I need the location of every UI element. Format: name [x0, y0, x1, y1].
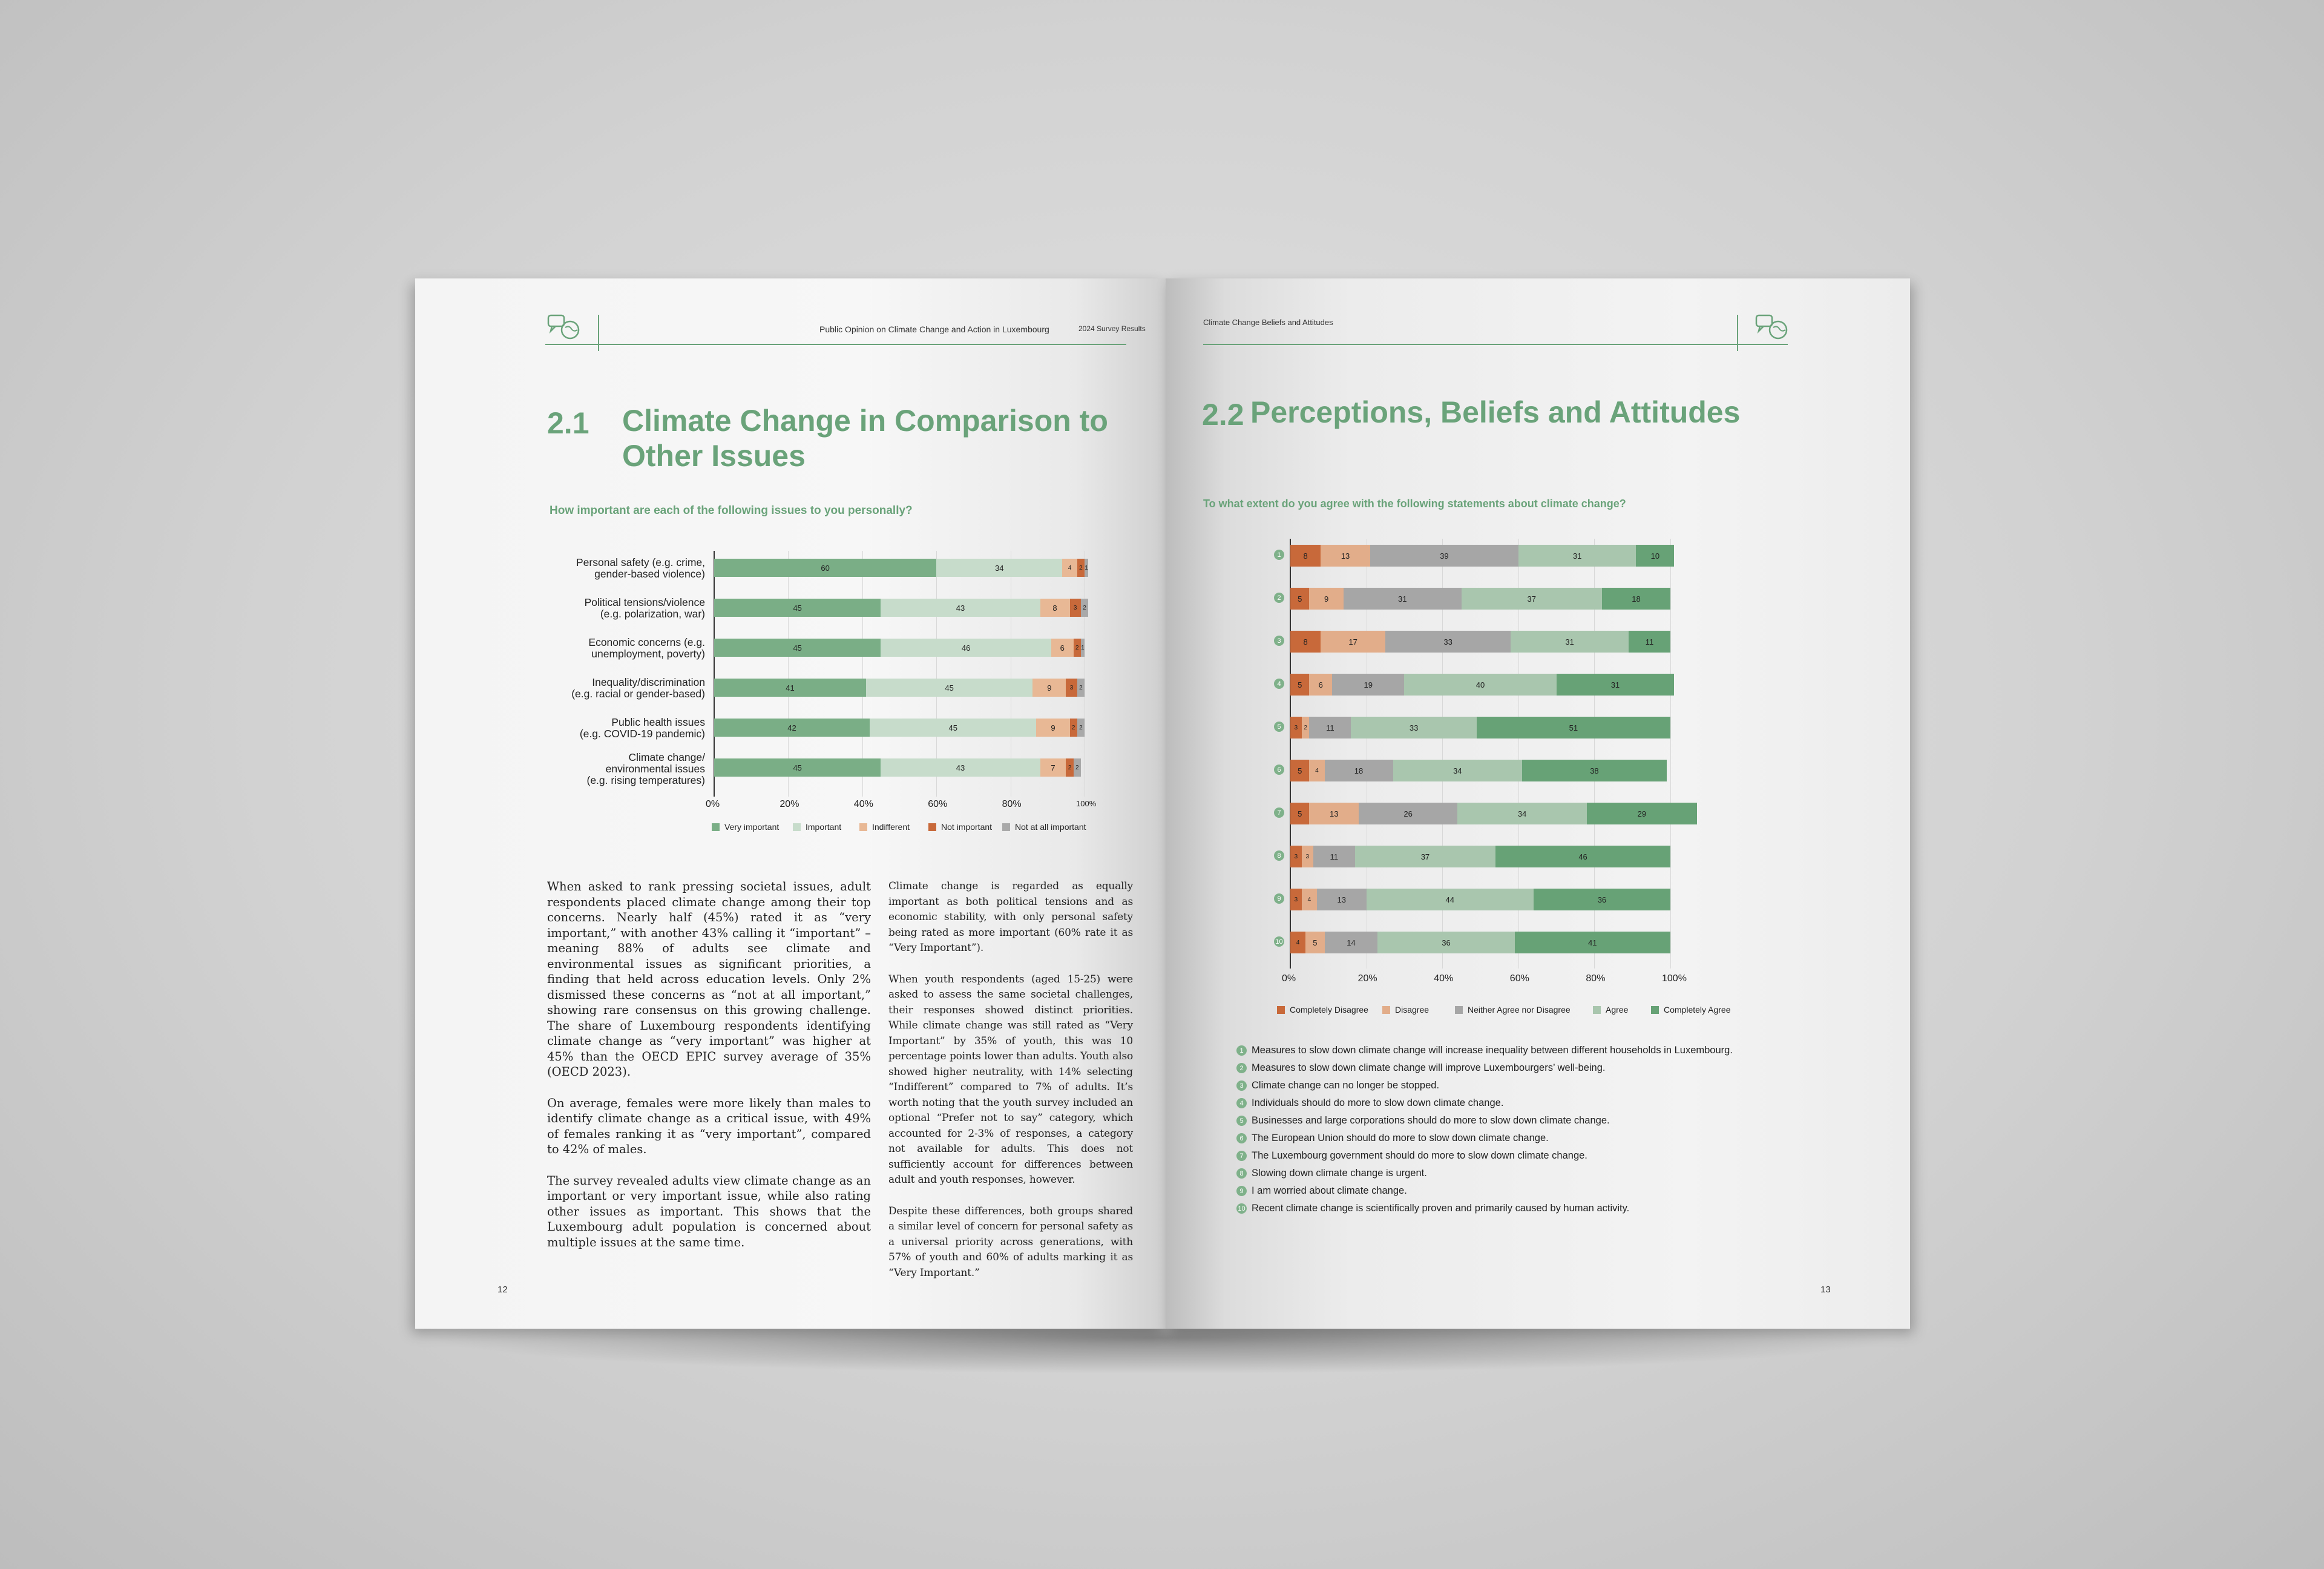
category-label-line: environmental issues — [605, 763, 705, 775]
bar-segment: 5 — [1290, 674, 1309, 696]
bar-segment: 31 — [1518, 545, 1636, 567]
bar-segment: 6 — [1051, 639, 1074, 657]
paragraph: When asked to rank pressing societal issues, adult respondents placed climate change among their top concerns. Nearly half (45%) rated it as “very important,” with another 43% calling it “important” – meaning 88% of adults see climate and environmental issues as significant priorities, a finding that held across education levels. Only 2% dismissed these concerns as “not at all important,” showing rare consensus on this growing challenge. The share of Luxembourg respondents identifying climate change as “very important” was higher at 45% than the OECD EPIC survey average of 35% (OECD 2023). — [547, 880, 871, 1079]
header-rule — [545, 344, 1126, 345]
header-divider — [598, 315, 599, 351]
x-tick-label: 100% — [1662, 973, 1687, 984]
bar-segment: 1 — [1085, 559, 1088, 577]
bar-segment: 2 — [1070, 719, 1077, 737]
bar-segment: 13 — [1309, 803, 1359, 824]
bar-segment: 18 — [1325, 760, 1393, 781]
bar-segment: 11 — [1313, 846, 1355, 867]
legend-item — [1651, 1005, 1731, 1015]
bar-segment: 38 — [1522, 760, 1667, 781]
statement-number-badge: 6 — [1236, 1133, 1247, 1143]
bar-segment: 18 — [1602, 588, 1670, 610]
statement-number-badge: 10 — [1236, 1203, 1247, 1214]
bar-segment: 31 — [1344, 588, 1462, 610]
paragraph: On average, females were more likely than males to identify climate change as a critical issue, with 49% of females ranking it as “very important”, compared to 42% of males. — [547, 1096, 871, 1156]
legend-label: Neither Agree nor Disagree — [1468, 1005, 1571, 1015]
category-label — [530, 717, 705, 740]
statement-number-badge: 1 — [1236, 1045, 1247, 1056]
bar-segment: 2 — [1074, 758, 1081, 777]
statement-text: Slowing down climate change is urgent. — [1252, 1168, 1427, 1179]
legend-swatch — [859, 823, 867, 831]
category-label-line: unemployment, poverty) — [591, 648, 705, 660]
header-title: Climate Change Beliefs and Attitudes — [1203, 318, 1333, 327]
bar-segment: 34 — [1457, 803, 1587, 824]
legend-label: Very important — [724, 822, 780, 832]
category-label-line: (e.g. COVID-19 pandemic) — [579, 728, 705, 740]
section-title — [622, 403, 1108, 473]
statement-number-badge: 8 — [1236, 1168, 1247, 1179]
category-label — [530, 557, 705, 580]
bar-segment: 36 — [1377, 932, 1514, 953]
category-label-line: Inequality/discrimination — [592, 676, 705, 688]
section-title-line2: Other Issues — [622, 439, 806, 473]
row-number-badge: 5 — [1274, 722, 1284, 732]
bar-segment: 39 — [1370, 545, 1518, 567]
legend-label: Not important — [941, 822, 993, 832]
bar-segment: 43 — [881, 758, 1040, 777]
left-page — [415, 278, 1166, 1329]
bar-segment: 60 — [714, 559, 936, 577]
bar-segment: 9 — [1032, 679, 1066, 697]
statement-number-badge: 5 — [1236, 1116, 1247, 1126]
bar-segment: 2 — [1077, 719, 1085, 737]
page-number: 12 — [497, 1284, 508, 1295]
bar-segment: 51 — [1477, 717, 1670, 738]
statement-text: Climate change can no longer be stopped. — [1252, 1080, 1440, 1091]
paragraph: Climate change is regarded as equally important as both political tensions and as economic stability, with only personal safety being rated as more important (60% rate it as “Very Important”). — [888, 880, 1133, 954]
row-number-badge: 2 — [1274, 593, 1284, 603]
category-label-line: (e.g. racial or gender-based) — [571, 688, 705, 700]
bar-segment: 31 — [1557, 674, 1675, 696]
header-subtitle: 2024 Survey Results — [1078, 324, 1146, 333]
row-number-badge: 8 — [1274, 850, 1284, 861]
bar-segment: 14 — [1325, 932, 1378, 953]
legend-swatch — [793, 823, 801, 831]
category-label-line: Personal safety (e.g. crime, — [576, 556, 705, 568]
chart-question: How important are each of the following issues to you personally? — [550, 504, 913, 517]
body-column-1 — [547, 879, 871, 1266]
bar-segment: 45 — [870, 719, 1036, 737]
legend-swatch — [1382, 1006, 1390, 1014]
x-tick-label: 60% — [1509, 973, 1529, 984]
header-rule — [1203, 344, 1788, 345]
bar-segment: 2 — [1074, 639, 1081, 657]
row-number-badge: 3 — [1274, 636, 1284, 646]
bar-segment: 7 — [1040, 758, 1066, 777]
x-tick-label: 80% — [1002, 799, 1022, 809]
legend-item — [1455, 1005, 1571, 1015]
bar-segment: 5 — [1305, 932, 1324, 953]
paragraph: Despite these differences, both groups shared a similar level of concern for personal safety as a universal priority across generations, with 57% of youth and 60% of adults marking it as “Very Important.” — [888, 1205, 1133, 1279]
bar-segment: 46 — [1495, 846, 1670, 867]
bar-segment: 5 — [1290, 803, 1309, 824]
legend-swatch — [1651, 1006, 1659, 1014]
bar-segment: 11 — [1309, 717, 1351, 738]
row-number-badge: 1 — [1274, 550, 1284, 560]
category-label — [530, 677, 705, 700]
statement-text: Businesses and large corporations should do more to slow down climate change. — [1252, 1115, 1610, 1126]
bar-segment: 10 — [1636, 545, 1674, 567]
bar-segment: 2 — [1081, 599, 1088, 617]
statement-text: Recent climate change is scientifically proven and primarily caused by human activity. — [1252, 1203, 1630, 1214]
statement-number-badge: 9 — [1236, 1186, 1247, 1196]
bar-segment: 8 — [1040, 599, 1070, 617]
bar-segment: 31 — [1511, 631, 1629, 653]
row-number-badge: 4 — [1274, 679, 1284, 689]
bar-segment: 3 — [1066, 679, 1077, 697]
paragraph: The survey revealed adults view climate change as an important or very important issue, while also rating other issues as important. This shows that the Luxembourg adult population is concerned about multiple issues at the same time. — [547, 1173, 871, 1249]
bar-segment: 45 — [866, 679, 1032, 697]
bar-segment: 2 — [1066, 758, 1073, 777]
category-label-line: (e.g. rising temperatures) — [586, 774, 705, 786]
header-divider — [1737, 315, 1738, 351]
category-label-line: gender-based violence) — [594, 568, 705, 580]
legend-swatch — [1277, 1006, 1285, 1014]
bar-segment: 8 — [1290, 545, 1321, 567]
bar-segment: 3 — [1290, 717, 1302, 738]
legend-label: Disagree — [1395, 1005, 1430, 1015]
statement-number-badge: 2 — [1236, 1063, 1247, 1073]
statement-text: The Luxembourg government should do more to slow down climate change. — [1252, 1150, 1587, 1161]
bar-segment: 5 — [1290, 588, 1309, 610]
header-title: Public Opinion on Climate Change and Action in Luxembourg — [819, 324, 1049, 334]
bar-segment: 4 — [1062, 559, 1077, 577]
paragraph: When youth respondents (aged 15-25) were asked to assess the same societal challenges, their responses showed distinct priorities. While climate change was still rated as “Very Important” by 35% of youth, this was 10 percentage points lower than adults. Youth also showed higher neutrality, with 14% selecting “Indifferent” compared to 7% of adults. It’s worth noting that the youth survey included an optional “Prefer not to say” category, which accounted for 2-3% of responses, a category not available for adults. This does not sufficiently account for differences between adult and youth responses, however. — [888, 973, 1133, 1186]
bar-segment: 4 — [1290, 932, 1305, 953]
chart-question: To what extent do you agree with the following statements about climate change? — [1203, 498, 1626, 510]
bar-segment: 3 — [1302, 846, 1313, 867]
legend-item — [928, 822, 992, 832]
category-label — [530, 597, 705, 620]
legend-swatch — [1593, 1006, 1601, 1014]
row-number-badge: 7 — [1274, 808, 1284, 818]
bar-segment: 2 — [1077, 559, 1085, 577]
bar-segment: 42 — [714, 719, 870, 737]
legend-label: Completely Agree — [1664, 1005, 1731, 1015]
statement-text: The European Union should do more to slow down climate change. — [1252, 1133, 1549, 1143]
x-tick-label: 20% — [1357, 973, 1377, 984]
x-tick-label: 100% — [1076, 799, 1097, 808]
bar-segment: 3 — [1290, 846, 1302, 867]
x-tick-label: 40% — [853, 799, 873, 809]
legend-label: Important — [806, 822, 842, 832]
bar-segment: 4 — [1302, 889, 1317, 910]
x-tick-label: 60% — [928, 799, 948, 809]
legend-label: Agree — [1606, 1005, 1629, 1015]
bar-segment: 34 — [936, 559, 1062, 577]
section-number: 2.1 — [547, 406, 589, 440]
bar-segment: 19 — [1332, 674, 1404, 696]
bar-segment: 45 — [714, 599, 881, 617]
bar-segment: 41 — [1515, 932, 1670, 953]
bar-segment: 43 — [881, 599, 1040, 617]
row-number-badge: 6 — [1274, 765, 1284, 775]
bar-segment: 6 — [1309, 674, 1332, 696]
legend-swatch — [712, 823, 720, 831]
legend-item — [1277, 1005, 1368, 1015]
x-tick-label: 20% — [780, 799, 799, 809]
legend-swatch — [1002, 823, 1010, 831]
bar-segment: 13 — [1317, 889, 1367, 910]
legend-item — [1593, 1005, 1628, 1015]
category-label-line: Climate change/ — [628, 751, 705, 763]
right-page — [1166, 278, 1910, 1329]
statement-text: Measures to slow down climate change will increase inequality between different households in Luxembourg. — [1252, 1045, 1733, 1056]
climate-speech-bubble-icon — [1755, 312, 1789, 342]
section-number: 2.2 — [1202, 398, 1244, 432]
bar-segment: 3 — [1290, 889, 1302, 910]
x-tick-label: 80% — [1586, 973, 1606, 984]
x-tick-label: 40% — [1434, 973, 1454, 984]
bar-segment: 37 — [1462, 588, 1602, 610]
statement-text: Measures to slow down climate change will improve Luxembourgers’ well-being. — [1252, 1062, 1606, 1073]
category-label — [530, 752, 705, 786]
bar-segment: 44 — [1367, 889, 1534, 910]
legend-item — [1002, 822, 1086, 832]
x-tick-label: 0% — [706, 799, 720, 809]
legend-label: Not at all important — [1015, 822, 1086, 832]
bar-segment: 17 — [1321, 631, 1385, 653]
statement-number-badge: 3 — [1236, 1081, 1247, 1091]
bar-segment: 2 — [1077, 679, 1085, 697]
section-title-line1: Climate Change in Comparison to — [622, 404, 1108, 438]
row-number-badge: 10 — [1274, 936, 1284, 947]
bar-segment: 2 — [1302, 717, 1310, 738]
legend-label: Completely Disagree — [1290, 1005, 1368, 1015]
bar-segment: 9 — [1309, 588, 1344, 610]
statement-number-badge: 4 — [1236, 1098, 1247, 1108]
bar-segment: 37 — [1355, 846, 1495, 867]
legend-item — [859, 822, 910, 832]
bar-segment: 33 — [1351, 717, 1476, 738]
legend-swatch — [928, 823, 936, 831]
bar-segment: 9 — [1036, 719, 1069, 737]
category-label-line: Political tensions/violence — [584, 596, 705, 608]
climate-speech-bubble-icon — [547, 312, 581, 342]
bar-segment: 1 — [1081, 639, 1085, 657]
grid-line — [1670, 539, 1671, 969]
bar-segment: 45 — [714, 639, 881, 657]
bar-segment: 13 — [1321, 545, 1370, 567]
category-label-line: Economic concerns (e.g. — [588, 636, 705, 648]
bar-segment: 11 — [1629, 631, 1670, 653]
x-tick-label: 0% — [1282, 973, 1296, 984]
bar-segment: 4 — [1309, 760, 1324, 781]
category-label-line: (e.g. polarization, war) — [600, 608, 705, 620]
bar-segment: 29 — [1587, 803, 1697, 824]
bar-segment: 36 — [1534, 889, 1670, 910]
bar-segment: 40 — [1404, 674, 1556, 696]
legend-swatch — [1455, 1006, 1463, 1014]
bar-segment: 45 — [714, 758, 881, 777]
bar-segment: 34 — [1393, 760, 1523, 781]
bar-segment: 26 — [1359, 803, 1457, 824]
legend-item — [793, 822, 841, 832]
bar-segment: 41 — [714, 679, 866, 697]
category-label — [530, 637, 705, 660]
bar-segment: 46 — [881, 639, 1051, 657]
legend-item — [712, 822, 779, 832]
page-number: 13 — [1820, 1284, 1831, 1295]
statement-text: Individuals should do more to slow down climate change. — [1252, 1097, 1504, 1108]
statement-text: I am worried about climate change. — [1252, 1185, 1407, 1196]
bar-segment: 33 — [1385, 631, 1511, 653]
category-label-line: Public health issues — [611, 716, 705, 728]
legend-label: Indifferent — [872, 822, 910, 832]
legend-item — [1382, 1005, 1429, 1015]
row-number-badge: 9 — [1274, 893, 1284, 904]
section-title: Perceptions, Beliefs and Attitudes — [1250, 395, 1741, 429]
bar-segment: 3 — [1070, 599, 1081, 617]
body-column-2 — [888, 879, 1133, 1297]
bar-segment: 5 — [1290, 760, 1309, 781]
statement-number-badge: 7 — [1236, 1151, 1247, 1161]
bar-segment: 8 — [1290, 631, 1321, 653]
